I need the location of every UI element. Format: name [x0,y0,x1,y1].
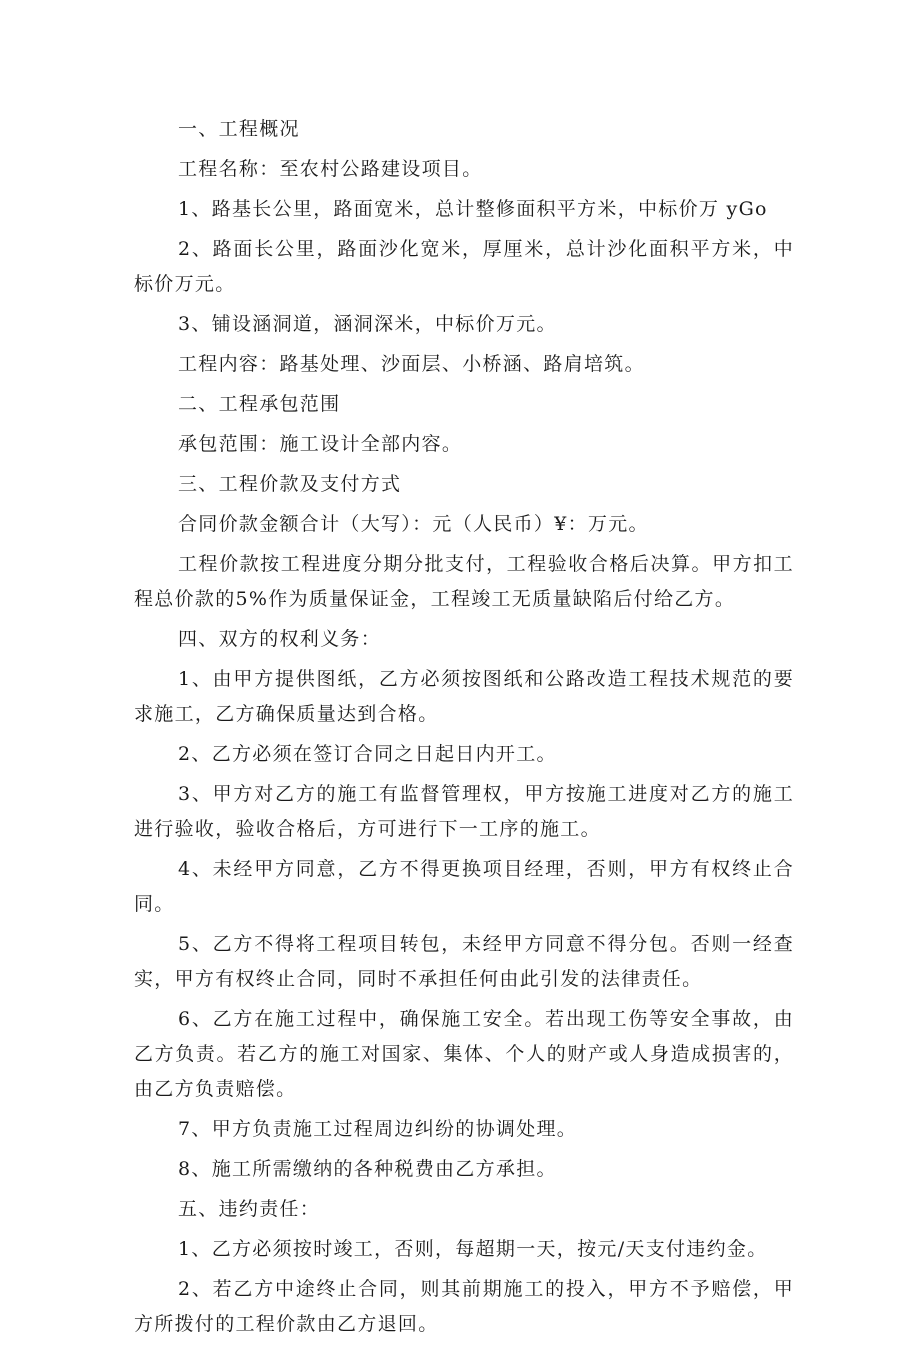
section-heading-overview: 一、工程概况 [178,118,300,140]
culvert-paragraph: 3、铺设涵洞道，涵洞深米，中标价万元。 [178,313,557,335]
breach-item-1: 1、乙方必须按时竣工，否则，每超期一天，按元/天支付违约金。 [178,1238,768,1260]
payment-terms-paragraph: 工程价款按工程进度分期分批支付，工程验收合格后决算。甲方扣工程总价款的5%作为质量保证金，工程竣工无质量缺陷后付给乙方。 [134,553,794,610]
roadbed-paragraph: 1、路基长公里，路面宽米，总计整修面积平方米，中标价万 yGo [178,198,768,220]
scope-paragraph: 承包范围：施工设计全部内容。 [178,433,463,455]
rights-item-8: 8、施工所需缴纳的各种税费由乙方承担。 [178,1158,557,1180]
rights-item-1: 1、由甲方提供图纸，乙方必须按图纸和公路改造工程技术规范的要求施工，乙方确保质量达到合格。 [134,668,794,725]
road-surface-paragraph: 2、路面长公里，路面沙化宽米，厚厘米，总计沙化面积平方米，中标价万元。 [134,238,794,295]
section-heading-rights: 四、双方的权利义务： [178,628,382,650]
document-body [134,112,794,1347]
contract-amount-paragraph: 合同价款金额合计（大写）：元（人民币）¥：万元。 [178,513,649,535]
rights-item-2: 2、乙方必须在签订合同之日起日内开工。 [178,743,557,765]
section-heading-breach: 五、违约责任： [178,1198,321,1220]
project-content-paragraph: 工程内容：路基处理、沙面层、小桥涵、路肩培筑。 [178,353,645,375]
rights-item-5: 5、乙方不得将工程项目转包，未经甲方同意不得分包。否则一经查实，甲方有权终止合同，同时不承担任何由此引发的法律责任。 [134,933,794,990]
rights-item-7: 7、甲方负责施工过程周边纠纷的协调处理。 [178,1118,578,1140]
section-heading-scope: 二、工程承包范围 [178,393,341,415]
rights-item-6: 6、乙方在施工过程中，确保施工安全。若出现工伤等安全事故，由乙方负责。若乙方的施工对国家、集体、个人的财产或人身造成损害的，由乙方负责赔偿。 [134,1008,794,1100]
rights-item-3: 3、甲方对乙方的施工有监督管理权，甲方按施工进度对乙方的施工进行验收，验收合格后，方可进行下一工序的施工。 [134,783,794,840]
section-heading-payment: 三、工程价款及支付方式 [178,473,402,495]
project-name-paragraph: 工程名称：至农村公路建设项目。 [178,158,483,180]
rights-item-4: 4、未经甲方同意，乙方不得更换项目经理，否则，甲方有权终止合同。 [134,858,794,915]
breach-item-2: 2、若乙方中途终止合同，则其前期施工的投入，甲方不予赔偿，甲方所拨付的工程价款由乙方退回。 [134,1278,794,1335]
